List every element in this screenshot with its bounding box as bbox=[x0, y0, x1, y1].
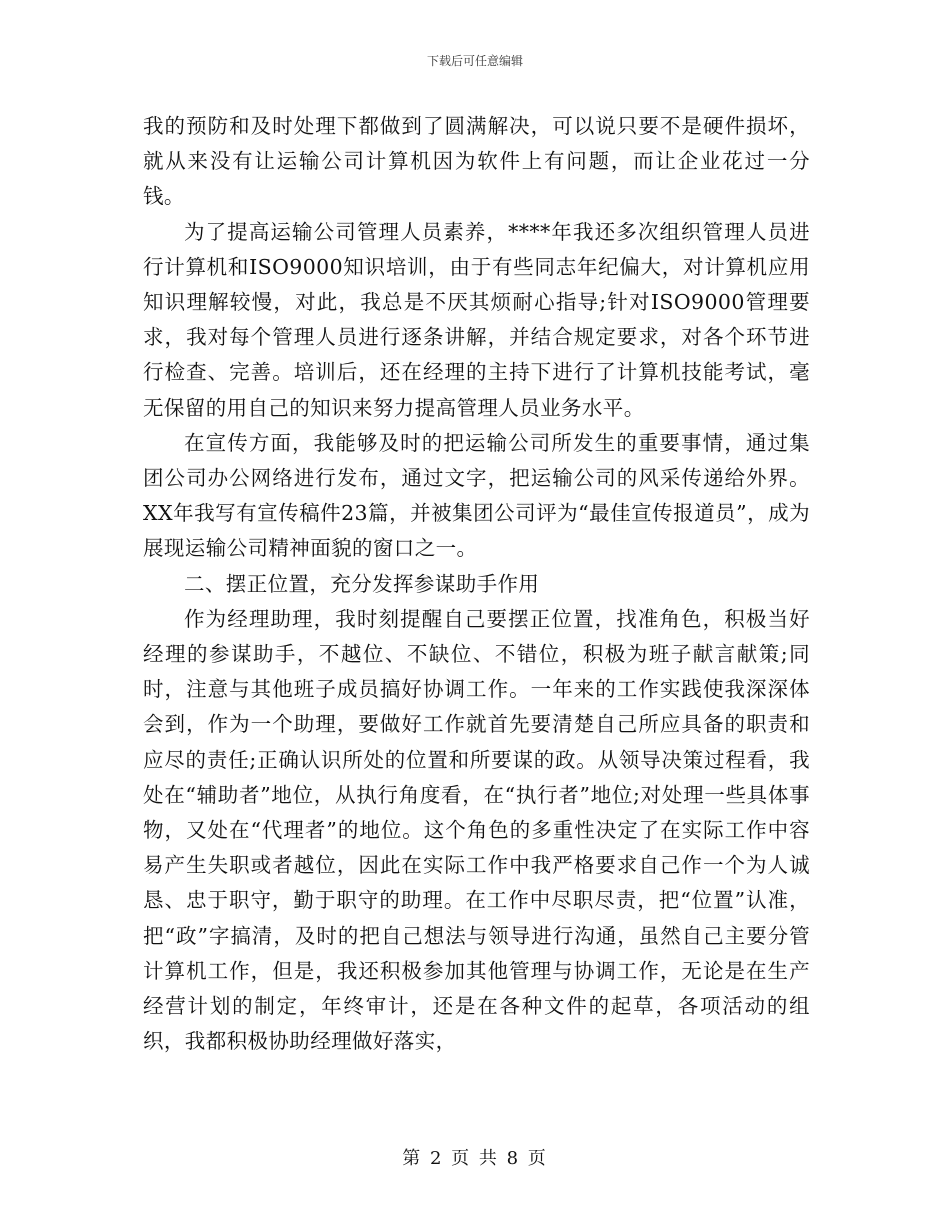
document-body bbox=[143, 109, 810, 1059]
paragraph: 作为经理助理，我时刻提醒自己要摆正位置，找准角色，积极当好经理的参谋助手，不越位、不缺位、不错位，积极为班子献言献策;同时，注意与其他班子成员搞好协调工作。一年来的工作实践使我深深体会到，作为一个助理，要做好工作就首先要清楚自己所应具备的职责和应尽的责任;正确认识所处的位置和所要谋的政。从领导决策过程看，我处在“辅助者”地位，从执行角度看，在“执行者”地位;对处理一些具体事物，又处在“代理者”的地位。这个角色的多重性决定了在实际工作中容易产生失职或者越位，因此在实际工作中我严格要求自己作一个为人诚恳、忠于职守，勤于职守的助理。在工作中尽职尽责，把“位置”认准，把“政”字搞清，及时的把自己想法与领导进行沟通，虽然自己主要分管计算机工作，但是，我还积极参加其他管理与协调工作，无论是在生产经营计划的制定，年终审计，还是在各种文件的起草，各项活动的组织，我都积极协助经理做好落实， bbox=[143, 606, 810, 1054]
paragraph: 在宣传方面，我能够及时的把运输公司所发生的重要事情，通过集团公司办公网络进行发布，通过文字，把运输公司的风采传递给外界。XX年我写有宣传稿件23篇，并被集团公司评为“最佳宣传报道员”，成为展现运输公司精神面貌的窗口之一。 bbox=[143, 430, 810, 561]
page-number-footer: 第 2 页 共 8 页 bbox=[402, 1148, 548, 1169]
paragraph: 我的预防和及时处理下都做到了圆满解决，可以说只要不是硬件损坏，就从来没有让运输公司计算机因为软件上有问题，而让企业花过一分钱。 bbox=[143, 114, 810, 209]
paragraph: 为了提高运输公司管理人员素养，****年我还多次组织管理人员进行计算机和ISO9000知识培训，由于有些同志年纪偏大，对计算机应用知识理解较慢，对此，我总是不厌其烦耐心指导;针对ISO9000管理要求，我对每个管理人员进行逐条讲解，并结合规定要求，对各个环节进行检查、完善。培训后，还在经理的主持下进行了计算机技能考试，毫无保留的用自己的知识来努力提高管理人员业务水平。 bbox=[143, 219, 810, 420]
page-header-note: 下载后可任意编辑 bbox=[426, 54, 523, 68]
section-heading: 二、摆正位置，充分发挥参谋助手作用 bbox=[184, 571, 540, 596]
